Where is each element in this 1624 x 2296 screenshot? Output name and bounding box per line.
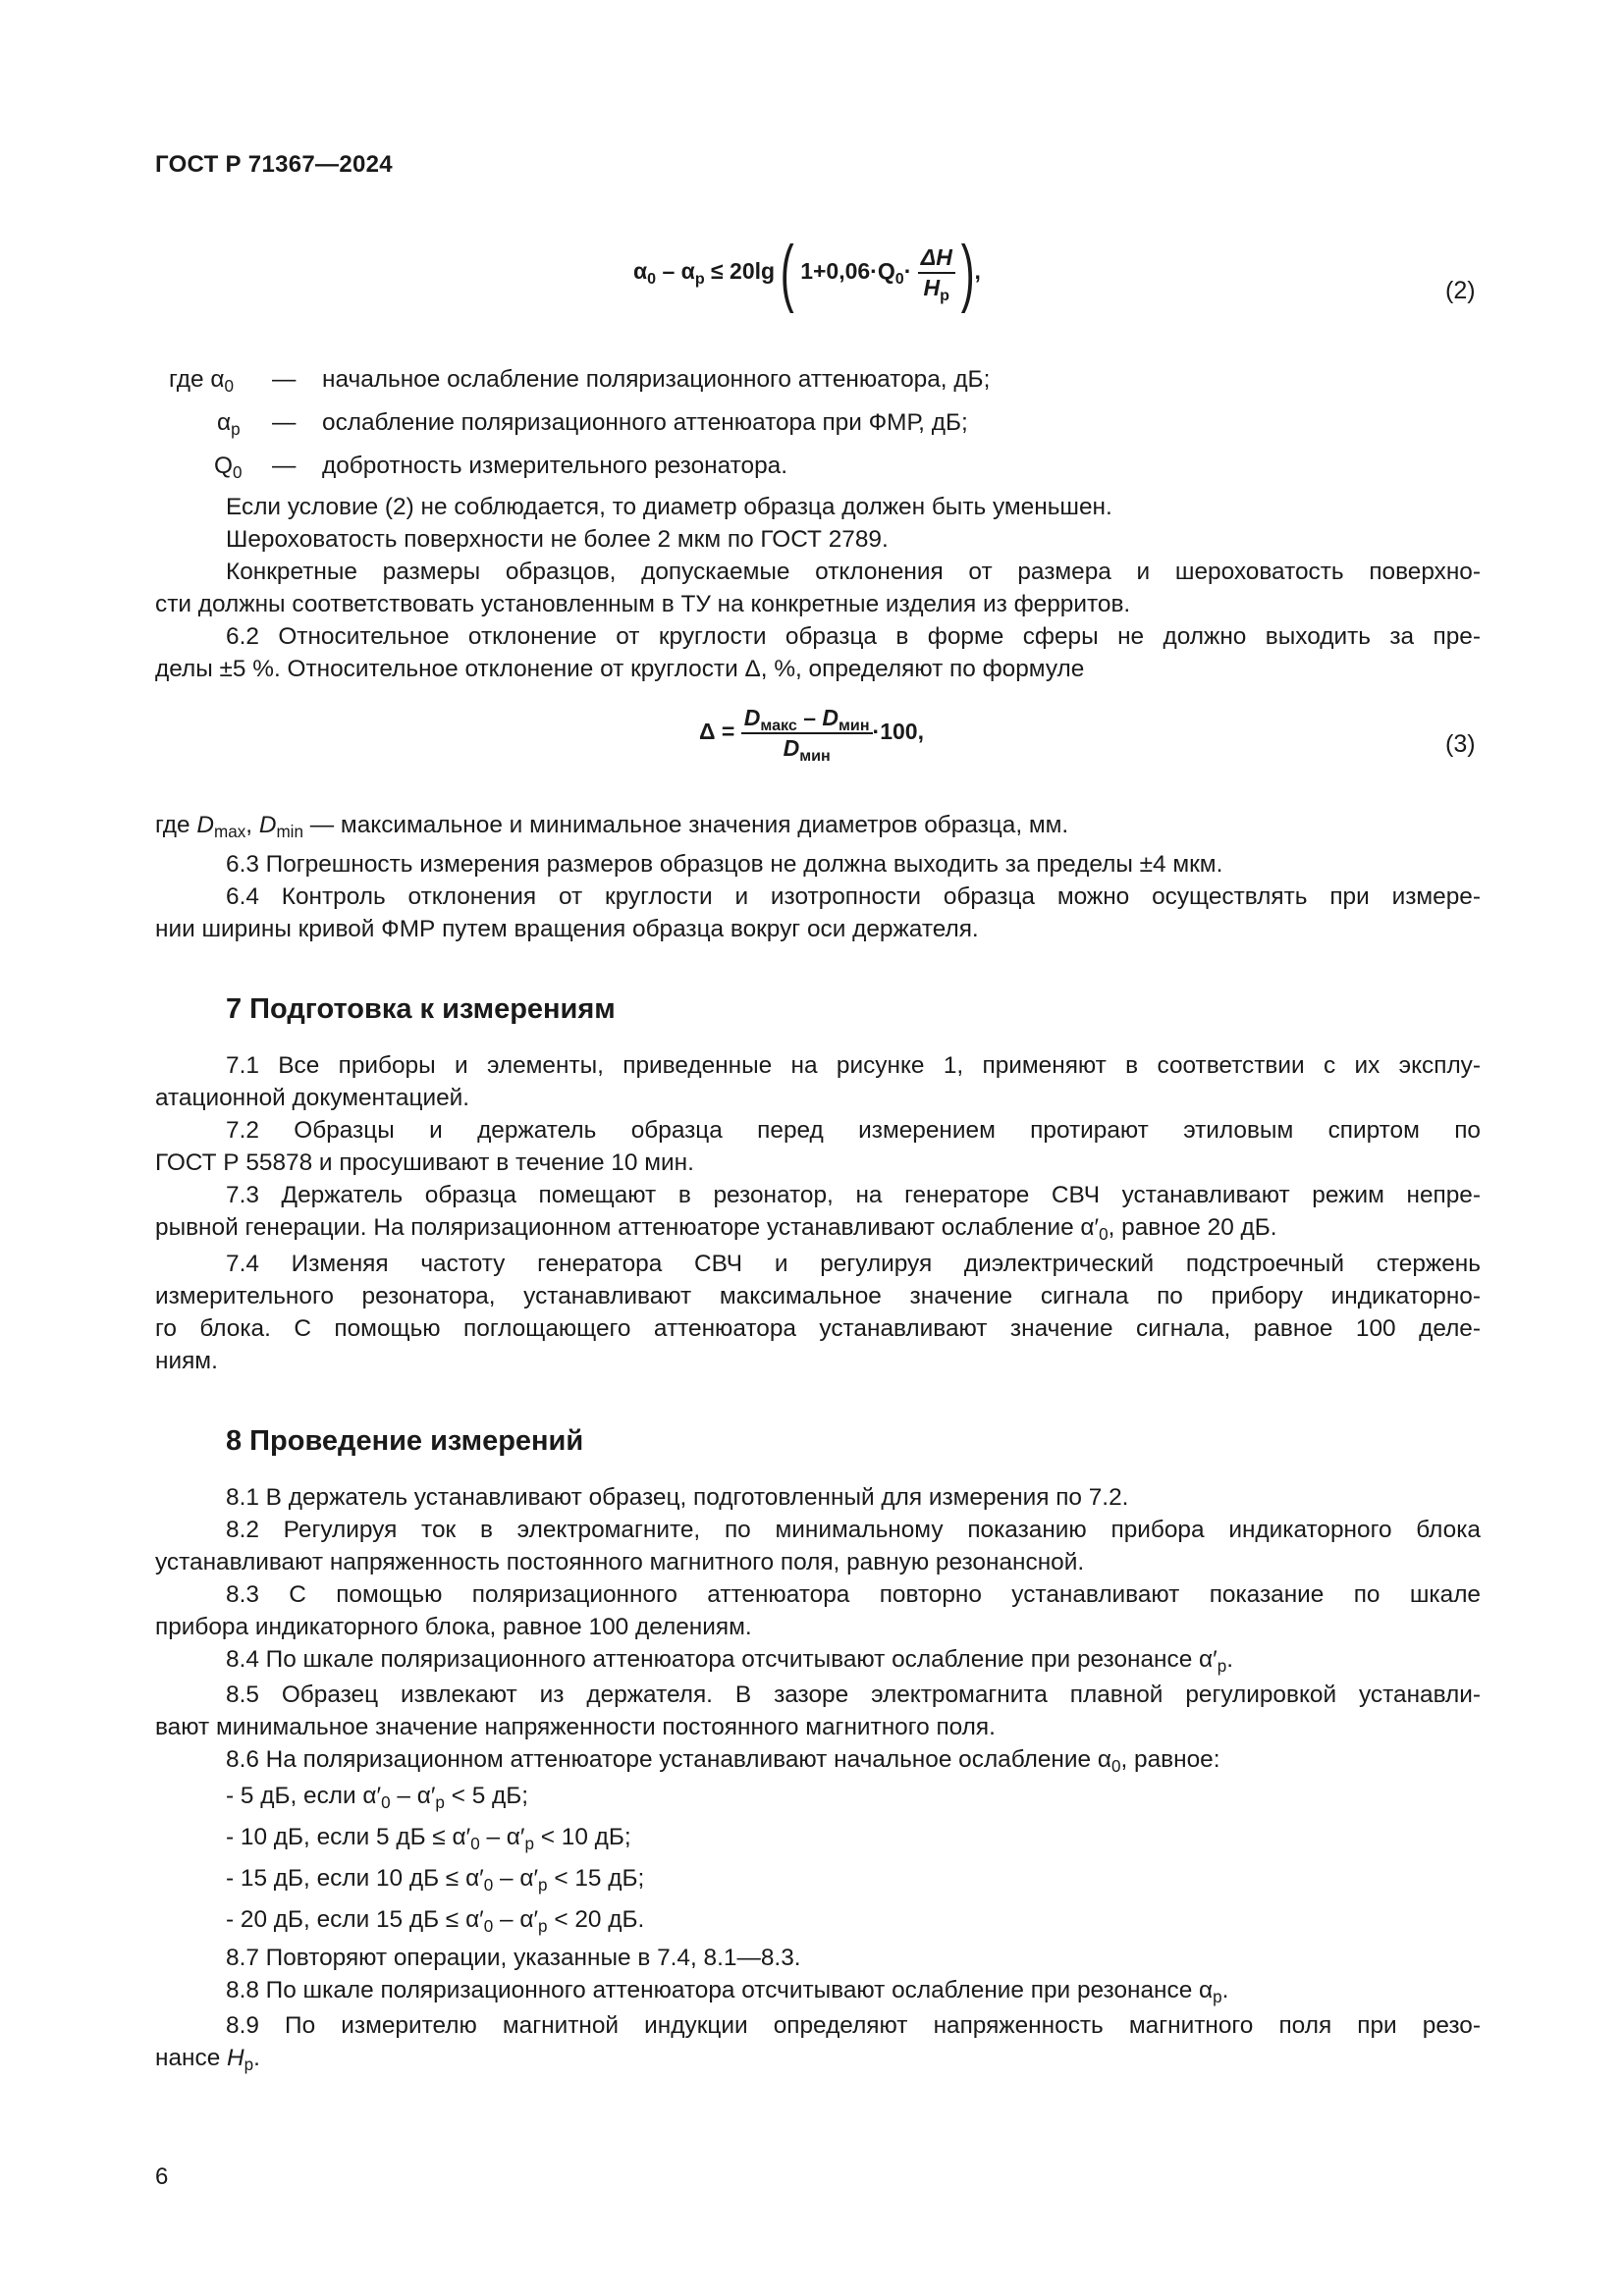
- paragraph-line: делы ±5 %. Относительное отклонение от круглости Δ, %, определяют по формуле: [155, 656, 1085, 682]
- paragraph-line: Шероховатость поверхности не более 2 мкм по ГОСТ 2789.: [226, 526, 889, 553]
- legend-symbol-alphap: $\alpha_р$: [217, 409, 241, 440]
- paragraph-line: 6.3 Погрешность измерения размеров образцов не должна выходить за пределы ±4 мкм.: [226, 851, 1223, 878]
- paragraph-line: 8.7 Повторяют операции, указанные в 7.4, 8.1—8.3.: [226, 1945, 801, 1971]
- paragraph-line: 8.9 По измерителю магнитной индукции определяют напряженность магнитного поля при резо-: [226, 2012, 1481, 2039]
- paragraph-line: вают минимальное значение напряженности постоянного магнитного поля.: [155, 1714, 996, 1740]
- document-header: ГОСТ Р 71367—2024: [155, 151, 393, 178]
- paragraph-line: измерительного резонатора, устанавливают максимальное значение сигнала по прибору индикаторно-: [155, 1283, 1481, 1309]
- paragraph-line: 7.3 Держатель образца помещают в резонатор, на генераторе СВЧ устанавливают режим непре-: [226, 1182, 1481, 1208]
- paragraph-line: 8.8 По шкале поляризационного аттенюатора отсчитывают ослабление при резонансе $\alpha_р$.: [226, 1977, 1229, 2007]
- list-item: - 20 дБ, если 15 дБ ≤ $\alpha'_0 - \alpha'_р < 20$ дБ.: [226, 1906, 645, 1937]
- paragraph-line: 8.5 Образец извлекают из держателя. В зазоре электромагнита плавной регулировкой устанавли-: [226, 1682, 1481, 1708]
- list-item: - 15 дБ, если 10 дБ ≤ $\alpha'_0 - \alpha'_р < 15$ дБ;: [226, 1865, 645, 1896]
- paragraph-line: 8.2 Регулируя ток в электромагните, по минимальному показанию прибора индикаторного блока: [226, 1517, 1481, 1543]
- legend-dash: —: [272, 409, 297, 436]
- legend-symbol-alpha0: где $\alpha_0$: [169, 366, 234, 397]
- paragraph-line: устанавливают напряженность постоянного магнитного поля, равную резонансной.: [155, 1549, 1085, 1575]
- paragraph-line: 6.2 Относительное отклонение от круглости образца в форме сферы не должно выходить за пре-: [226, 623, 1481, 650]
- paragraph-line: сти должны соответствовать установленным в ТУ на конкретные изделия из ферритов.: [155, 591, 1131, 617]
- legend-text: добротность измерительного резонатора.: [322, 453, 788, 479]
- formula-3: Δ = $\frac{D_{макс} - D_{мин}}{D_{мин}}$ ·100,: [699, 705, 924, 765]
- paragraph-line: 6.4 Контроль отклонения от круглости и изотропности образца можно осуществлять при измере-: [226, 883, 1481, 910]
- paragraph-line: 8.6 На поляризационном аттенюаторе устанавливают начальное ослабление $\alpha_0$, равное:: [226, 1746, 1220, 1777]
- formula-2: $\alpha_0 - \alpha_р \le 20\lg$ ( $1+0,06\cdot Q_0\cdot$ $\frac{\Delta H}{H_р}$ ),: [633, 231, 981, 314]
- paragraph-line: ГОСТ Р 55878 и просушивают в течение 10 мин.: [155, 1149, 694, 1176]
- section-8-heading: 8 Проведение измерений: [226, 1425, 584, 1457]
- paragraph-line: 8.3 С помощью поляризационного аттенюатора повторно устанавливают показание по шкале: [226, 1581, 1481, 1608]
- paragraph-line: 8.4 По шкале поляризационного аттенюатора отсчитывают ослабление при резонансе $\alpha'_р$.: [226, 1646, 1234, 1677]
- paragraph-line: Если условие (2) не соблюдается, то диаметр образца должен быть уменьшен.: [226, 494, 1112, 520]
- page-number: 6: [155, 2163, 169, 2190]
- paragraph-line: ниям.: [155, 1348, 218, 1374]
- equation-number-2: (2): [1445, 277, 1476, 304]
- legend-text: ослабление поляризационного аттенюатора при ФМР, дБ;: [322, 409, 968, 436]
- section-7-heading: 7 Подготовка к измерениям: [226, 993, 616, 1025]
- where-clause-3: где $D_{max}$, $D_{min}$ — максимальное и минимальное значения диаметров образца, мм.: [155, 812, 1069, 842]
- paragraph-line: 8.1 В держатель устанавливают образец, подготовленный для измерения по 7.2.: [226, 1484, 1129, 1511]
- list-item: - 10 дБ, если 5 дБ ≤ $\alpha'_0 - \alpha'_р < 10$ дБ;: [226, 1824, 631, 1854]
- paragraph-line: прибора индикаторного блока, равное 100 делениям.: [155, 1614, 752, 1640]
- legend-text: начальное ослабление поляризационного аттенюатора, дБ;: [322, 366, 991, 393]
- paragraph-line: рывной генерации. На поляризационном аттенюаторе устанавливают ослабление $\alpha'_0$, равное 20 дБ.: [155, 1214, 1277, 1245]
- paragraph-line: 7.4 Изменяя частоту генератора СВЧ и регулируя диэлектрический подстроечный стержень: [226, 1251, 1481, 1277]
- list-item: - 5 дБ, если $\alpha'_0 - \alpha'_р < 5$ дБ;: [226, 1783, 529, 1813]
- legend-symbol-q0: $Q_0$: [214, 453, 243, 483]
- paragraph-line: нансе $H_р$.: [155, 2045, 260, 2075]
- paragraph-line: нии ширины кривой ФМР путем вращения образца вокруг оси держателя.: [155, 916, 979, 942]
- equation-number-3: (3): [1445, 730, 1476, 758]
- paragraph-line: Конкретные размеры образцов, допускаемые отклонения от размера и шероховатость поверхно-: [226, 559, 1481, 585]
- paragraph-line: 7.1 Все приборы и элементы, приведенные на рисунке 1, применяют в соответствии с их эксплу-: [226, 1052, 1481, 1079]
- legend-dash: —: [272, 366, 297, 393]
- paragraph-line: атационной документацией.: [155, 1085, 470, 1111]
- legend-dash: —: [272, 453, 297, 479]
- paragraph-line: го блока. С помощью поглощающего аттенюатора устанавливают значение сигнала, равное 100 деле-: [155, 1315, 1481, 1342]
- paragraph-line: 7.2 Образцы и держатель образца перед измерением протирают этиловым спиртом по: [226, 1117, 1481, 1144]
